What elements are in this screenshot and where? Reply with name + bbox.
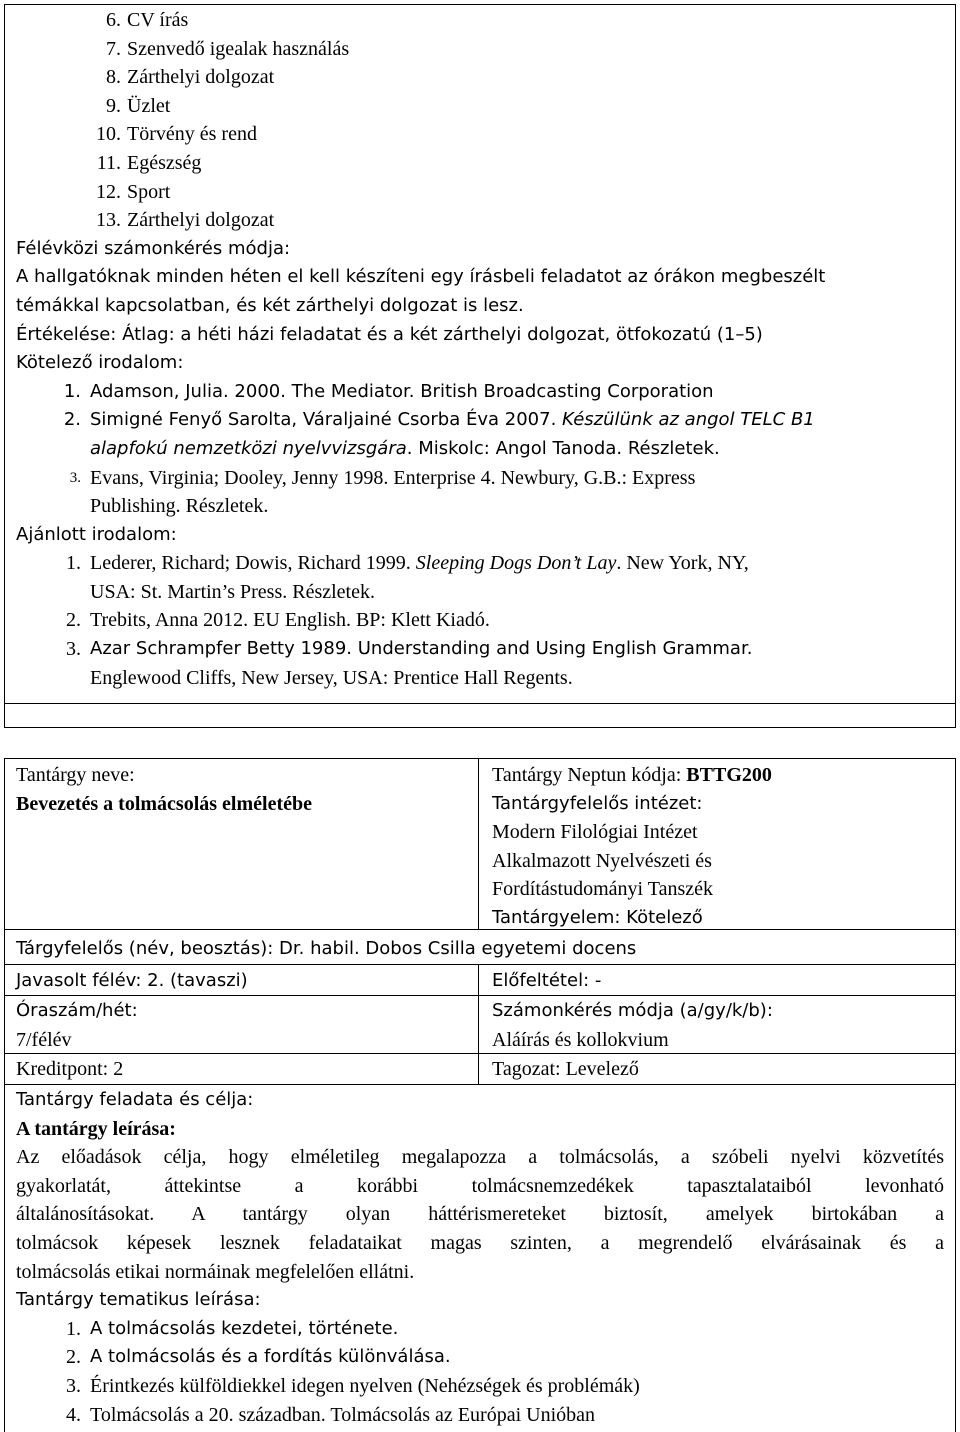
- assessment-label: Számonkérés módja (a/gy/k/b):: [492, 1000, 773, 1021]
- required-item-continuation: Publishing. Részletek.: [90, 495, 269, 518]
- recommended-item-continuation: Englewood Cliffs, New Jersey, USA: Prentice Hall Regents.: [90, 666, 573, 689]
- topic-item: 8. Zárthelyi dolgozat: [106, 66, 275, 89]
- topic-item: 7. Szenvedő igealak használás: [106, 37, 350, 60]
- institute-line: Modern Filológiai Intézet: [492, 821, 698, 844]
- course-description-line: tolmácsok képesek lesznek feladataikat magas szinten, a megrendelő elvárásainak és a: [16, 1231, 944, 1254]
- topic-item: 13. Zárthelyi dolgozat: [96, 209, 275, 232]
- table-divider: [4, 703, 956, 704]
- evaluation-text: Értékelése: Átlag: a héti házi feladatat és a két zárthelyi dolgozat, ötfokozatú (1–5): [16, 323, 763, 345]
- course-description-label: A tantárgy leírása:: [16, 1117, 176, 1140]
- topic-item: 10. Törvény és rend: [96, 123, 257, 146]
- study-mode: Tagozat: Levelező: [492, 1058, 639, 1080]
- course-description-line: gyakorlatát, áttekintse a korábbi tolmácsnemzedékek tapasztalataiból levonható: [16, 1174, 944, 1197]
- responsible-person: Tárgyfelelős (név, beosztás): Dr. habil. Dobos Csilla egyetemi docens: [16, 938, 637, 959]
- hours-value: 7/félév: [16, 1028, 72, 1051]
- required-item: 1. Adamson, Julia. 2000. The Mediator. British Broadcasting Corporation: [63, 380, 714, 402]
- required-literature-label: Kötelező irodalom:: [16, 352, 184, 374]
- institute-line: Alkalmazott Nyelvészeti és: [492, 849, 712, 872]
- recommended-semester: Javasolt félév: 2. (tavaszi): [16, 970, 248, 991]
- topic-item: 11. Egészség: [96, 151, 202, 174]
- credits: Kreditpont: 2: [16, 1058, 124, 1080]
- recommended-item: 3. Azar Schrampfer Betty 1989. Understanding and Using English Grammar.: [66, 638, 753, 661]
- assessment-value: Aláírás és kollokvium: [492, 1028, 669, 1051]
- course-element: Tantárgyelem: Kötelező: [492, 906, 703, 928]
- prerequisite: Előfeltétel: -: [492, 970, 602, 991]
- required-item-continuation: alapfokú nemzetközi nyelvvizsgára. Miskolc: Angol Tanoda. Részletek.: [90, 437, 720, 459]
- thematic-label: Tantárgy tematikus leírása:: [16, 1289, 261, 1311]
- midterm-text-line: A hallgatóknak minden héten el kell készíteni egy írásbeli feladatot az órákon megbeszélt: [16, 266, 826, 288]
- course-name: Bevezetés a tolmácsolás elméletébe: [16, 792, 312, 815]
- recommended-item: 2. Trebits, Anna 2012. EU English. BP: Klett Kiadó.: [66, 609, 490, 632]
- course-task-label: Tantárgy feladata és célja:: [16, 1089, 254, 1110]
- table-divider: [4, 1053, 956, 1054]
- thematic-item: 3. Érintkezés külföldiekkel idegen nyelven (Nehézségek és problémák): [66, 1374, 640, 1397]
- recommended-item: 1. Lederer, Richard; Dowis, Richard 1999. Sleeping Dogs Don’t Lay. New York, NY,: [66, 552, 749, 575]
- thematic-item: 2. A tolmácsolás és a fordítás különválása.: [66, 1346, 451, 1369]
- course-description-line: Az előadások célja, hogy elméletileg megalapozza a tolmácsolás, a szóbeli nyelvi közvetítés: [16, 1146, 944, 1169]
- thematic-item: 4. Tolmácsolás a 20. században. Tolmácsolás az Európai Unióban: [66, 1403, 595, 1426]
- required-item: 3. Evans, Virginia; Dooley, Jenny 1998. Enterprise 4. Newbury, G.B.: Express: [69, 466, 696, 489]
- syllabus-continuation: [16, 6, 946, 692]
- midterm-text-line: témákkal kapcsolatban, és két zárthelyi dolgozat is lesz.: [16, 294, 524, 316]
- course-name-label: Tantárgy neve:: [16, 764, 135, 786]
- table-divider: [478, 758, 479, 929]
- institute-line: Fordítástudományi Tanszék: [492, 878, 713, 901]
- course-code: Tantárgy Neptun kódja: BTTG200: [492, 764, 772, 786]
- hours-label: Óraszám/hét:: [16, 1000, 138, 1021]
- course-description-line: általánosításokat. A tantárgy olyan háttérismereteket biztosít, amelyek birtokában a: [16, 1203, 944, 1226]
- course-description-line: tolmácsolás etikai normáinak megfelelően ellátni.: [16, 1260, 415, 1283]
- topic-item: 12. Sport: [96, 180, 171, 203]
- institute-label: Tantárgyfelelős intézet:: [492, 792, 703, 814]
- thematic-item: 1. A tolmácsolás kezdetei, története.: [66, 1317, 399, 1340]
- midterm-label: Félévközi számonkérés módja:: [16, 237, 291, 259]
- table-divider: [4, 1084, 956, 1085]
- topic-item: 6. CV írás: [106, 9, 189, 31]
- required-item: 2. Simigné Fenyő Sarolta, Váraljainé Csorba Éva 2007. Készülünk az angol TELC B1: [63, 409, 815, 431]
- table-divider: [478, 964, 479, 1084]
- table-divider: [4, 964, 956, 965]
- recommended-item-continuation: USA: St. Martin’s Press. Részletek.: [90, 580, 375, 603]
- recommended-literature-label: Ajánlott irodalom:: [16, 523, 177, 545]
- topic-item: 9. Üzlet: [106, 94, 171, 117]
